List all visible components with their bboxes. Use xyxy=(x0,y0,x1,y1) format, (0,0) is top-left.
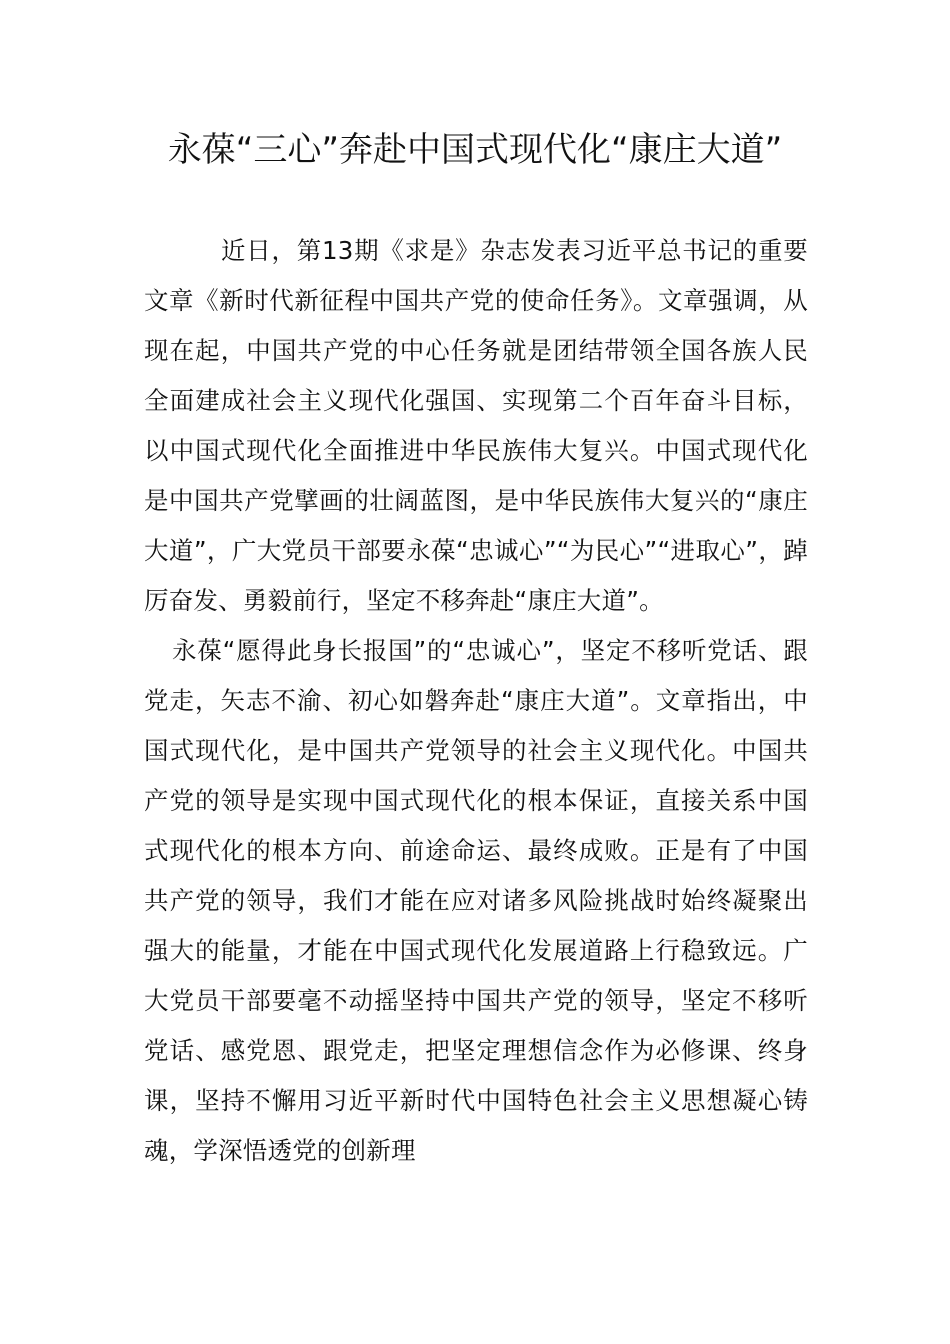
paragraph-intro: 近日，第13期《求是》杂志发表习近平总书记的重要文章《新时代新征程中国共产党的使命任务》。文章强调，从现在起，中国共产党的中心任务就是团结带领全国各族人民全面建成社会主义现代化强国、实现第二个百年奋斗目标，以中国式现代化全面推进中华民族伟大复兴。中国式现代化是中国共产党擘画的壮阔蓝图，是中华民族伟大复兴的“康庄大道”，广大党员干部要永葆“忠诚心”“为民心”“进取心”，踔厉奋发、勇毅前行，坚定不移奔赴“康庄大道”。 xyxy=(144,236,808,615)
document-title: 永葆“三心”奔赴中国式现代化“康庄大道” xyxy=(167,130,783,170)
paragraph-loyalty: 永葆“愿得此身长报国”的“忠诚心”，坚定不移听党话、跟党走，矢志不渝、初心如磐奔赴“康庄大道”。文章指出，中国式现代化，是中国共产党领导的社会主义现代化。中国共产党的领导是实现中国式现代化的根本保证，直接关系中国式现代化的根本方向、前途命运、最终成败。正是有了中国共产党的领导，我们才能在应对诸多风险挑战时始终凝聚出强大的能量，才能在中国式现代化发展道路上行稳致远。广大党员干部要毫不动摇坚持中国共产党的领导，坚定不移听党话、感党恩、跟党走，把坚定理想信念作为必修课、终身课，坚持不懈用习近平新时代中国特色社会主义思想凝心铸魂，学深悟透党的创新理 xyxy=(144,636,808,1165)
document-body xyxy=(144,226,808,1176)
